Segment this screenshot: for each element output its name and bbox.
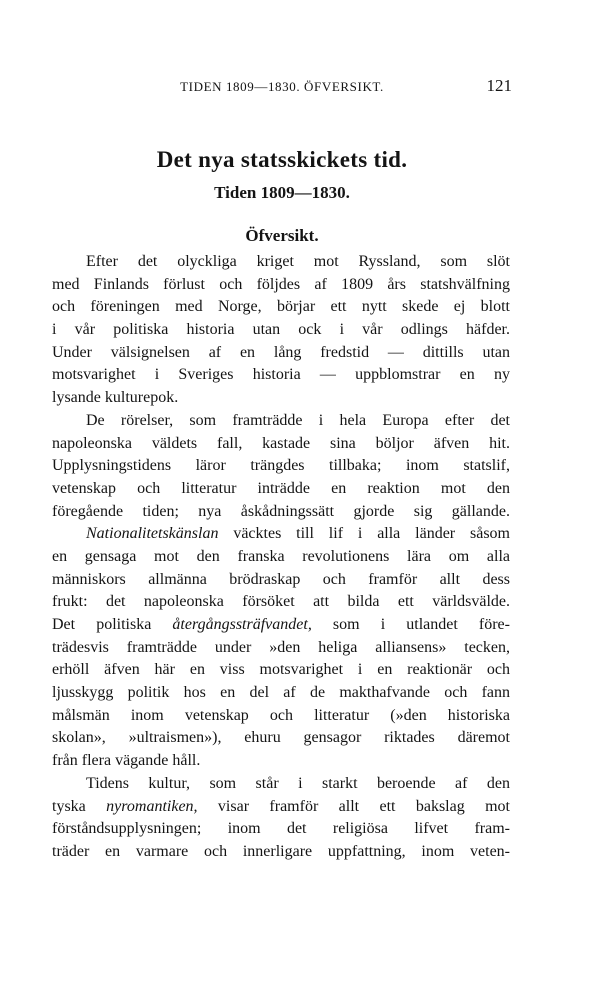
text-segment: De rörelser, som framträdde i hela Europa efter det [86, 411, 510, 429]
text-segment: erhöll äfven här en viss motsvarighet i en reaktionär och [52, 661, 510, 679]
text-line [52, 818, 510, 841]
text-line [52, 569, 510, 592]
text-segment: Upplysningstidens läror trängdes tillbaka; inom statslif, [52, 457, 510, 475]
text-segment: förståndsupplysningen; inom det religiösa lifvet fram- [52, 820, 510, 838]
text-line [52, 546, 510, 569]
text-line [52, 637, 510, 660]
text-segment: Tidens kultur, som står i starkt beroende af den [86, 774, 510, 792]
text-line [52, 296, 510, 319]
text-line [52, 319, 510, 342]
text-segment: som i utlandet före- [311, 616, 510, 633]
text-line [52, 727, 510, 750]
text-line [52, 364, 510, 387]
text-segment: väcktes till lif i alla länder såsom [218, 525, 510, 543]
text-line [52, 342, 510, 365]
text-segment: och föreningen med Norge, börjar ett nytt skede ej blott [52, 298, 510, 316]
text-segment: Efter det olyckliga kriget mot Ryssland, som slöt [86, 253, 510, 270]
italic-term: återgångssträfvandet, [172, 616, 312, 633]
text-segment: Under välsignelsen af en lång fredstid — dittills utan [52, 343, 510, 361]
text-segment: trädesvis framträdde under »den heliga alliansens» tecken, [52, 638, 510, 656]
text-segment: vetenskap och litteratur inträdde en reaktion mot den [52, 479, 510, 497]
italic-term: nyromantiken, [106, 797, 198, 815]
text-line [52, 274, 510, 297]
text-segment: visar framför allt ett bakslag mot [197, 797, 510, 815]
text-line [52, 796, 510, 819]
text-line [52, 750, 510, 773]
text-segment: lysande kulturepok. [52, 389, 179, 407]
text-line [52, 591, 510, 614]
text-line [52, 433, 510, 456]
sub-title: Öfversikt. [245, 226, 319, 245]
text-line [52, 410, 510, 433]
text-segment: träder en varmare och innerligare uppfattning, inom veten- [52, 842, 510, 860]
section-title: Tiden 1809—1830. [214, 183, 350, 202]
chapter-title: Det nya statsskickets tid. [156, 147, 408, 172]
running-title: TIDEN 1809—1830. ÖFVERSIKT. [180, 79, 384, 94]
body-text [52, 251, 510, 864]
text-line [52, 387, 510, 410]
text-line [52, 773, 510, 796]
text-segment: motsvarighet i Sveriges historia — uppblomstrar en ny [52, 366, 510, 384]
text-line [52, 478, 510, 501]
italic-term: Nationalitetskänslan [86, 525, 219, 543]
text-segment: en gensaga mot den franska revolutionens lära om alla [52, 547, 510, 565]
text-line [52, 614, 510, 637]
text-segment: tyska [52, 797, 107, 815]
text-line [52, 251, 510, 274]
page-number: 121 [486, 76, 512, 95]
text-segment: föregående tiden; nya åskådningssätt gjorde sig gällande. [52, 502, 510, 520]
text-segment: Det politiska [52, 616, 173, 633]
text-segment: från flera vägande håll. [52, 752, 201, 770]
text-line [52, 501, 510, 524]
text-line [52, 659, 510, 682]
text-segment: napoleonska väldets fall, kastade sina böljor äfven hit. [52, 434, 510, 452]
text-segment: i vår politiska historia utan ock i vår odlings häfder. [52, 321, 510, 339]
text-line [52, 705, 510, 728]
running-header [52, 77, 512, 97]
text-segment: människors allmänna brödraskap och framför allt dess [52, 570, 510, 588]
text-segment: med Finlands förlust och följdes af 1809 års statshvälfning [52, 275, 510, 293]
text-segment: ljusskygg politik hos en del af de makthafvande och fann [52, 684, 510, 702]
text-line [52, 455, 510, 478]
text-segment: frukt: det napoleonska försöket att bilda ett världsvälde. [52, 593, 510, 611]
text-line [52, 841, 510, 864]
text-segment: skolan», »ultraismen»), ehuru gensagor riktades däremot [52, 729, 510, 747]
text-line [52, 682, 510, 705]
text-line [52, 523, 510, 546]
text-segment: målsmän inom vetenskap och litteratur (»den historiska [52, 706, 510, 724]
